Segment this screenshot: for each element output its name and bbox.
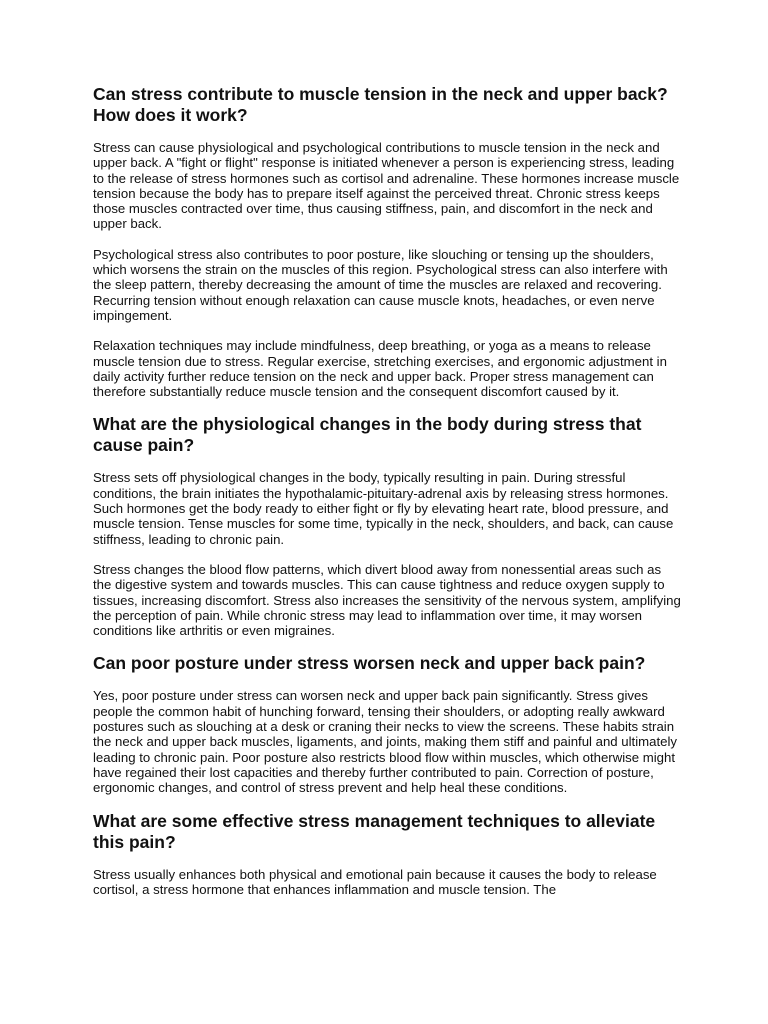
section-heading: What are some effective stress management techniques to alleviate this pain? [93, 810, 656, 852]
paragraph: Stress usually enhances both physical and emotional pain because it causes the body to release cortisol, a stress hormone that enhances inflammation and muscle tension. The [93, 866, 657, 897]
section-physiological-changes [93, 414, 683, 638]
section-stress-management [93, 811, 683, 898]
document-page [93, 84, 683, 912]
section-heading: Can stress contribute to muscle tension in the neck and upper back? How does it work? [93, 84, 668, 125]
paragraph: Relaxation techniques may include mindfulness, deep breathing, or yoga as a means to release muscle tension due to stress. Regular exercise, stretching exercises, and ergonomic adjustment in daily activity further reduce tension on the neck and upper back. Proper stress management can therefore substantially reduce muscle tension and the consequent discomfort caused by it. [93, 338, 667, 400]
paragraph: Stress changes the blood flow patterns, which divert blood away from nonessential areas such as the digestive system and towards muscles. This can cause tightness and reduce oxygen supply to tissues, increasing discomfort. Stress also increases the sensitivity of the nervous system, amplifying the perception of pain. While chronic stress may lead to inflammation over time, it may worsen conditions like arthritis or even migraines. [93, 561, 681, 639]
paragraph: Psychological stress also contributes to poor posture, like slouching or tensing up the shoulders, which worsens the strain on the muscles of this region. Psychological stress can also interfere with the sleep pattern, thereby decreasing the amount of time the muscles are relaxed and recovering. Recurring tension without enough relaxation can cause muscle knots, headaches, or even nerve impingement. [93, 246, 668, 323]
section-heading: What are the physiological changes in the body during stress that cause pain? [93, 414, 642, 456]
section-stress-muscle-tension [93, 84, 683, 399]
paragraph: Stress sets off physiological changes in the body, typically resulting in pain. During stressful conditions, the brain initiates the hypothalamic-pituitary-adrenal axis by releasing stress hormones. Such hormones get the body ready to either fight or fly by elevating heart rate, blood pressure, and muscle tension. Tense muscles for some time, typically in the neck, shoulders, and back, can cause stiffness, leading to chronic pain. [93, 470, 674, 547]
section-poor-posture [93, 653, 683, 795]
section-heading: Can poor posture under stress worsen neck and upper back pain? [93, 653, 646, 674]
paragraph: Yes, poor posture under stress can worsen neck and upper back pain significantly. Stress gives people the common habit of hunching forward, tensing their shoulders, or adopting really awkward postures such as slouching at a desk or craning their necks to view the screens. These habits strain the neck and upper back muscles, ligaments, and joints, making them stiff and painful and ultimately leading to chronic pain. Poor posture also restricts blood flow within muscles, which otherwise might have regained their lost capacities and thereby further contributed to pain. Correction of posture, ergonomic changes, and control of stress prevent and help heal these conditions. [93, 688, 677, 796]
paragraph: Stress can cause physiological and psychological contributions to muscle tension in the neck and upper back. A "fight or flight" response is initiated whenever a person is experiencing stress, leading to the release of stress hormones such as cortisol and adrenaline. These hormones increase muscle tension because the body has to prepare itself against the perceived threat. Chronic stress keeps those muscles contracted over time, thus causing stiffness, pain, and discomfort in the neck and upper back. [93, 140, 680, 232]
